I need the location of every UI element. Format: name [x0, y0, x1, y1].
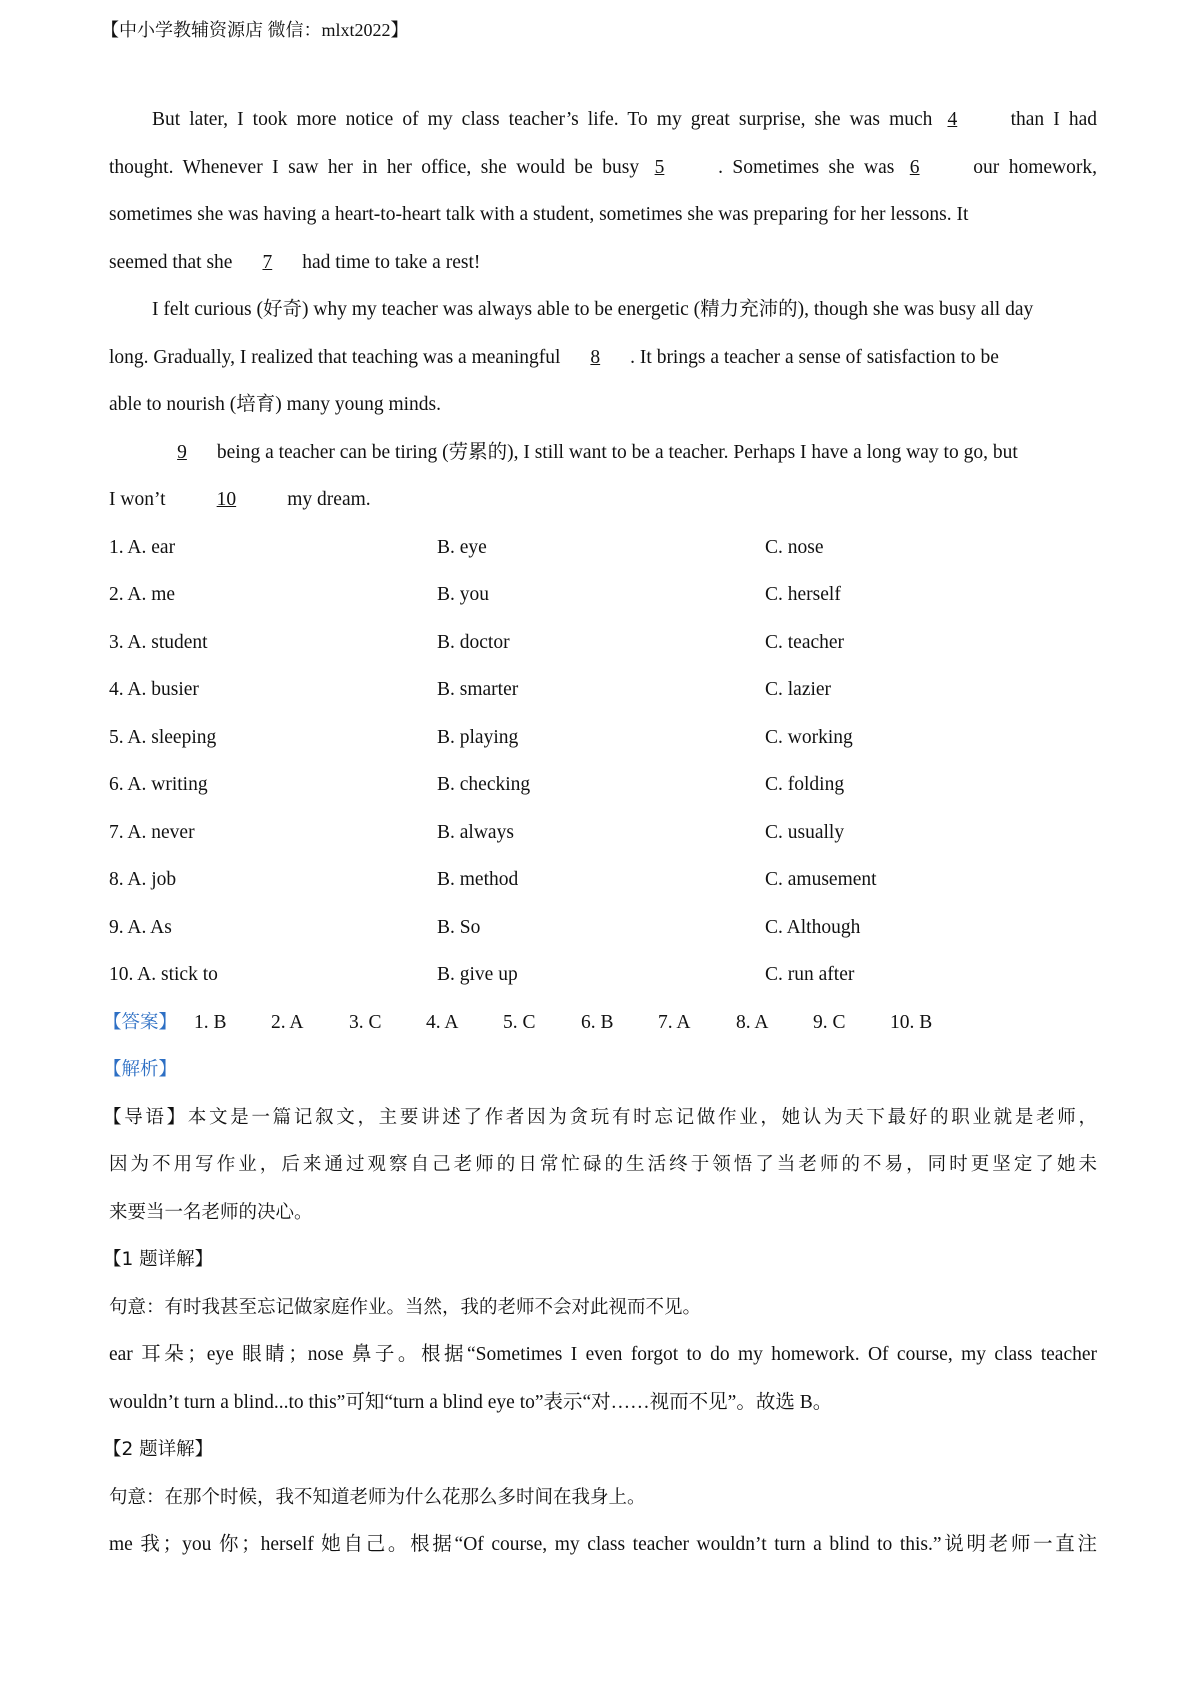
answer-item: 3. C	[349, 1011, 382, 1033]
passage-text: had time to take a rest!	[302, 251, 481, 273]
question-title: 【1 题详解】	[103, 1249, 214, 1270]
analysis-text: 句意：有时我甚至忘记做家庭作业。当然，我的老师不会对此视而不见。	[109, 1296, 702, 1318]
passage-text: . Sometimes she was	[718, 156, 895, 178]
blank-10: 10	[216, 489, 237, 510]
answer-item: 9. C	[813, 1011, 846, 1033]
document-body	[103, 96, 1098, 1569]
option-b: B. playing	[437, 726, 519, 748]
blank-5: 5	[654, 156, 665, 178]
option-a: 7. A. never	[109, 821, 195, 843]
passage-text: than I had	[1010, 109, 1097, 130]
option-row	[109, 809, 1097, 857]
answer-item: 8. A	[736, 1011, 769, 1033]
answer-item: 10. B	[890, 1011, 933, 1033]
answer-item: 5. C	[503, 1011, 536, 1033]
option-a: 4. A. busier	[109, 679, 199, 700]
watermark-header: 【中小学教辅资源店 微信：mlxt2022】	[101, 20, 409, 40]
analysis-label: 【解析】	[103, 1059, 178, 1080]
option-a: 8. A. job	[109, 869, 177, 890]
blank-4: 4	[947, 109, 958, 130]
analysis-text: me 我；you 你；herself 她自己。根据“Of course, my class teacher wouldn’t turn a blind to this.”说明老师一直注	[109, 1534, 1097, 1555]
answer-row	[103, 999, 1097, 1047]
analysis-line	[109, 1189, 1097, 1237]
analysis-line	[109, 1521, 1097, 1569]
blank-8: 8	[590, 346, 601, 368]
option-c: C. folding	[765, 774, 845, 795]
option-a: 1. A. ear	[109, 536, 176, 558]
answer-item: 7. A	[658, 1011, 691, 1033]
option-b: B. doctor	[437, 631, 510, 653]
analysis-text: wouldn’t turn a blind...to this”可知“turn a blind eye to”表示“对……视而不见”。故选 B。	[109, 1391, 833, 1413]
option-b: B. So	[437, 916, 481, 938]
answer-item: 4. A	[426, 1011, 459, 1033]
analysis-line	[109, 1379, 1097, 1427]
option-a: 9. A. As	[109, 916, 172, 938]
passage-text: being a teacher can be tiring (劳累的), I still want to be a teacher. Perhaps I have a long way to go, but	[216, 441, 1018, 463]
option-c: C. Although	[765, 916, 861, 938]
passage-text: seemed that she	[109, 251, 233, 273]
option-row	[109, 619, 1097, 667]
passage-line	[109, 476, 1097, 524]
blank-7: 7	[262, 251, 273, 273]
blank-9: 9	[177, 441, 187, 463]
analysis-line	[109, 1331, 1097, 1379]
passage-text: my dream.	[287, 489, 371, 510]
option-a: 5. A. sleeping	[109, 726, 217, 748]
option-c: C. teacher	[765, 631, 845, 653]
analysis-line	[103, 1094, 1097, 1142]
passage-text: our homework,	[973, 156, 1098, 178]
passage-text: But later, I took more notice of my class teacher’s life. To my great surprise, she was much	[152, 109, 933, 130]
blank-6: 6	[909, 156, 920, 178]
analysis-line	[109, 1141, 1097, 1189]
option-row	[109, 524, 1097, 572]
passage-line	[109, 334, 1097, 382]
passage-line	[109, 239, 1097, 287]
passage-text: I won’t	[109, 489, 166, 510]
option-c: C. lazier	[765, 679, 832, 700]
option-b: B. give up	[437, 964, 518, 985]
analysis-text: 【导语】本文是一篇记叙文，主要讲述了作者因为贪玩有时忘记做作业，她认为天下最好的职业就是老师，	[103, 1106, 1097, 1128]
option-b: B. eye	[437, 536, 487, 558]
passage-line	[109, 381, 1097, 429]
option-row	[109, 951, 1097, 999]
answer-item: 2. A	[271, 1011, 304, 1033]
passage-text: thought. Whenever I saw her in her office, she would be busy	[109, 156, 640, 178]
option-b: B. method	[437, 869, 519, 890]
option-a: 6. A. writing	[109, 774, 208, 795]
answer-label: 【答案】	[103, 1011, 178, 1033]
option-a: 10. A. stick to	[109, 964, 218, 985]
option-a: 3. A. student	[109, 631, 208, 653]
question-1-heading	[103, 1236, 1097, 1284]
option-b: B. you	[437, 584, 490, 605]
analysis-text: 句意：在那个时候，我不知道老师为什么花那么多时间在我身上。	[109, 1486, 646, 1508]
option-b: B. always	[437, 821, 514, 843]
option-row	[109, 714, 1097, 762]
analysis-text: ear 耳朵；eye 眼睛；nose 鼻子。根据“Sometimes I even forgot to do my homework. Of course, my class teacher	[109, 1344, 1097, 1365]
option-row	[109, 904, 1097, 952]
passage-text: long. Gradually, I realized that teaching was a meaningful	[109, 346, 561, 368]
option-c: C. usually	[765, 821, 845, 843]
option-c: C. herself	[765, 584, 841, 605]
answer-item: 6. B	[581, 1011, 614, 1033]
passage-text: I felt curious (好奇) why my teacher was always able to be energetic (精力充沛的), though she was busy all day	[152, 299, 1034, 320]
question-title: 【2 题详解】	[103, 1439, 214, 1460]
answer-item: 1. B	[194, 1011, 227, 1033]
analysis-line	[109, 1474, 1097, 1522]
option-c: C. working	[765, 726, 853, 748]
passage-text: able to nourish (培育) many young minds.	[109, 394, 442, 415]
option-row	[109, 571, 1097, 619]
passage-text: sometimes she was having a heart-to-heart talk with a student, sometimes she was preparing for her lessons. It	[109, 204, 969, 225]
option-row	[109, 761, 1097, 809]
option-a: 2. A. me	[109, 584, 176, 605]
analysis-text: 因为不用写作业，后来通过观察自己老师的日常忙碌的生活终于领悟了当老师的不易，同时更坚定了她未	[109, 1154, 1097, 1175]
analysis-line	[109, 1284, 1097, 1332]
question-2-heading	[103, 1426, 1097, 1474]
analysis-text: 来要当一名老师的决心。	[109, 1201, 313, 1223]
passage-line	[109, 191, 1097, 239]
option-b: B. checking	[437, 774, 531, 795]
passage-line	[109, 286, 1097, 334]
option-c: C. nose	[765, 536, 824, 558]
option-c: C. run after	[765, 964, 855, 985]
option-c: C. amusement	[765, 869, 877, 890]
passage-line	[109, 144, 1097, 192]
passage-text: . It brings a teacher a sense of satisfaction to be	[630, 346, 999, 368]
option-row	[109, 856, 1097, 904]
analysis-heading	[103, 1046, 1097, 1094]
passage-line	[109, 429, 1097, 477]
option-row	[109, 666, 1097, 714]
passage-line	[109, 96, 1097, 144]
option-b: B. smarter	[437, 679, 519, 700]
